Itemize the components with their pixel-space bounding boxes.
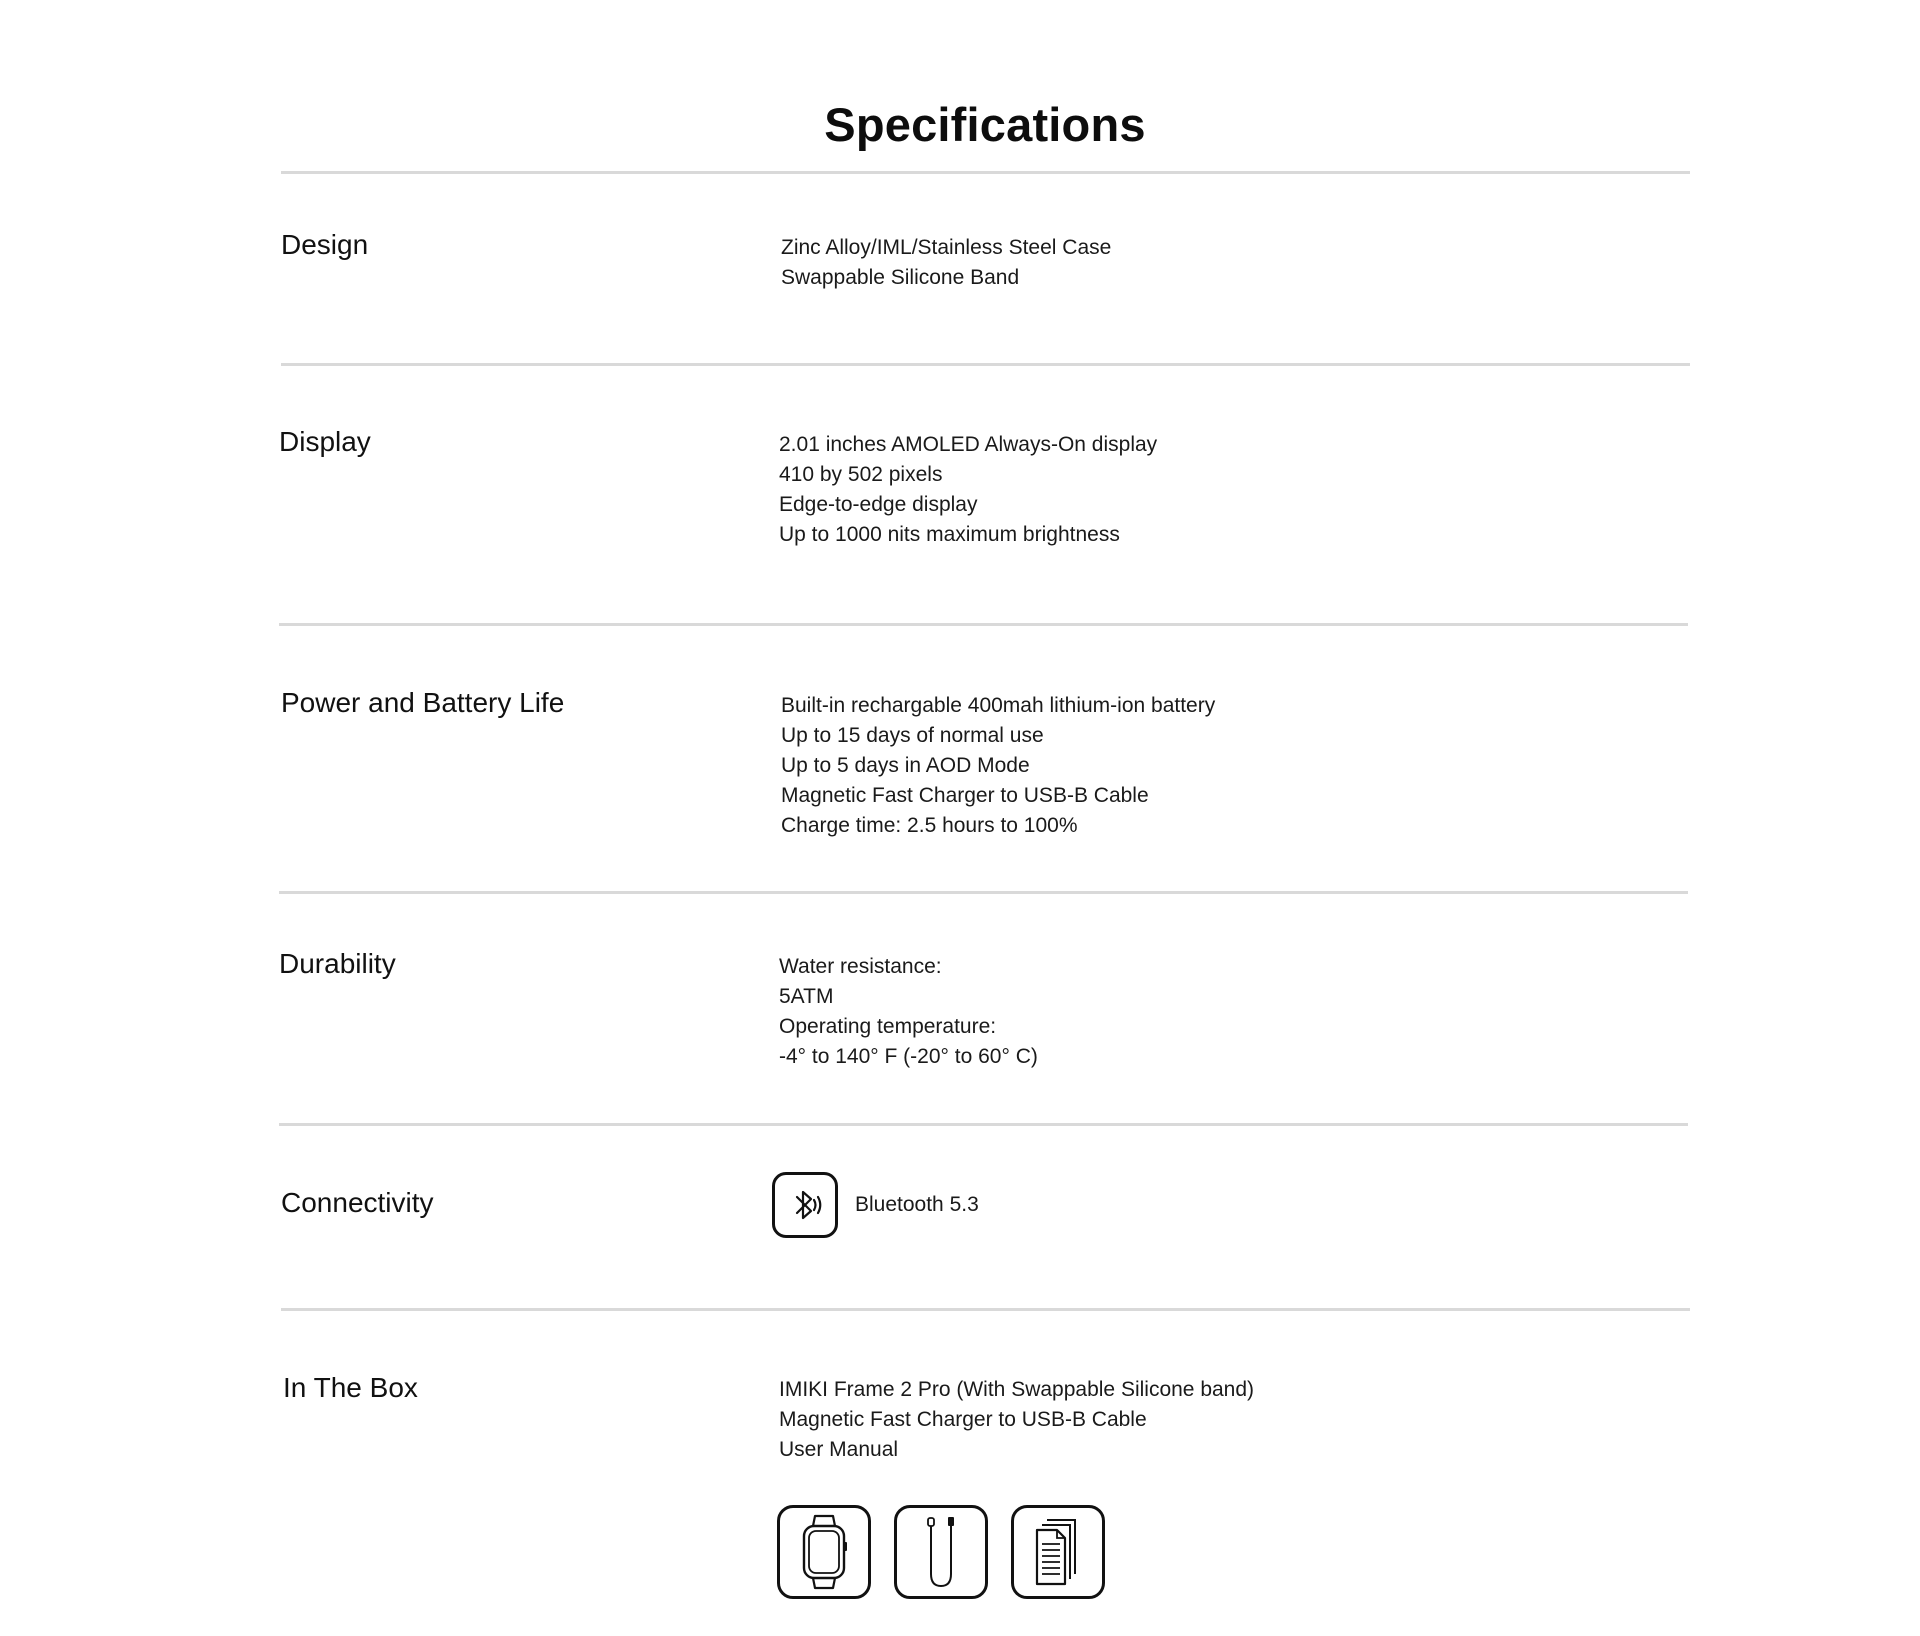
spec-value: Up to 1000 nits maximum brightness	[779, 523, 1120, 546]
spec-value: User Manual	[779, 1438, 899, 1461]
spec-label-in-the-box: In The Box	[283, 1372, 418, 1403]
spec-value: Zinc Alloy/IML/Stainless Steel Case	[781, 236, 1112, 259]
spec-value: 5ATM	[779, 985, 834, 1008]
document-icon	[1011, 1505, 1105, 1599]
divider	[281, 363, 1690, 366]
divider	[281, 1308, 1690, 1311]
spec-value: Built-in rechargable 400mah lithium-ion battery	[781, 694, 1216, 717]
charging-cable-icon	[894, 1505, 988, 1599]
spec-value: Swappable Silicone Band	[781, 266, 1020, 289]
smartwatch-icon	[777, 1505, 871, 1599]
spec-value: IMIKI Frame 2 Pro (With Swappable Silicone band)	[779, 1378, 1255, 1401]
bluetooth-label: Bluetooth 5.3	[855, 1193, 979, 1216]
spec-value: Magnetic Fast Charger to USB-B Cable	[779, 1408, 1147, 1431]
bluetooth-icon	[772, 1172, 838, 1238]
divider	[279, 891, 1688, 894]
divider	[281, 171, 1690, 174]
spec-value: Water resistance:	[779, 955, 942, 978]
spec-value: Edge-to-edge display	[779, 493, 978, 516]
spec-value: Up to 5 days in AOD Mode	[781, 754, 1030, 777]
spec-value: 2.01 inches AMOLED Always-On display	[779, 433, 1158, 456]
spec-value: Up to 15 days of normal use	[781, 724, 1044, 747]
spec-values-display	[779, 430, 1157, 550]
divider	[279, 623, 1688, 626]
spec-label-display: Display	[279, 426, 371, 457]
divider	[279, 1123, 1688, 1126]
spec-label-connectivity: Connectivity	[281, 1187, 434, 1218]
spec-value: Operating temperature:	[779, 1015, 997, 1038]
spec-label-power: Power and Battery Life	[281, 687, 565, 718]
spec-values-design	[781, 233, 1111, 293]
spec-values-power	[781, 691, 1215, 841]
spec-label-durability: Durability	[279, 948, 396, 979]
spec-label-design: Design	[281, 229, 369, 260]
page-title: Specifications	[824, 98, 1146, 152]
spec-value: Charge time: 2.5 hours to 100%	[781, 814, 1078, 837]
spec-values-in-the-box	[779, 1375, 1254, 1465]
spec-value: Magnetic Fast Charger to USB-B Cable	[781, 784, 1149, 807]
spec-value: 410 by 502 pixels	[779, 463, 943, 486]
spec-values-durability	[779, 952, 1038, 1072]
spec-value: -4° to 140° F (-20° to 60° C)	[779, 1045, 1038, 1068]
